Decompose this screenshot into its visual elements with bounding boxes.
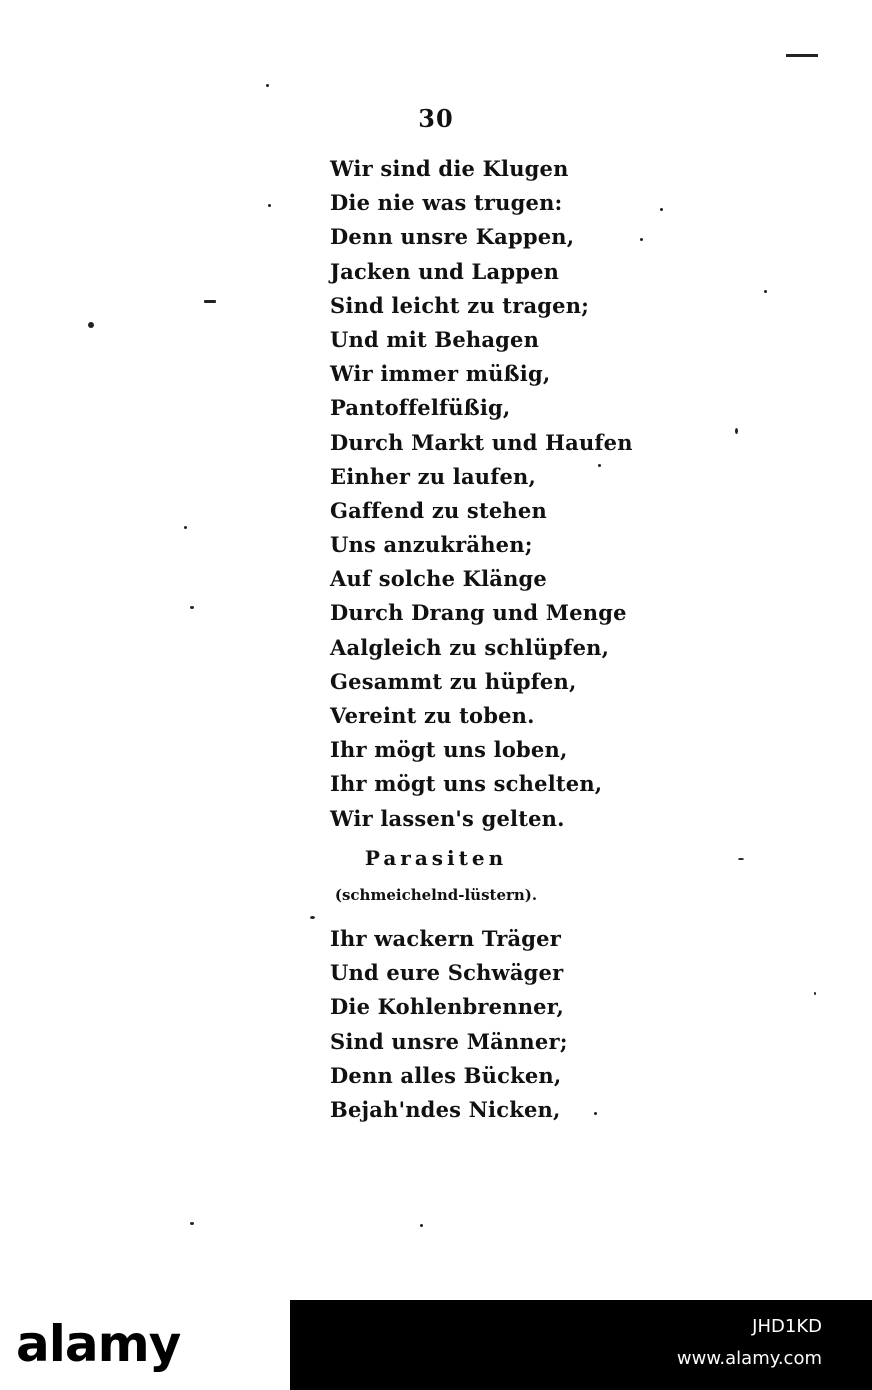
verse-line: Jacken und Lappen (330, 258, 560, 284)
scan-speck (310, 916, 315, 919)
scan-speck (660, 208, 663, 211)
scan-speck (735, 428, 738, 434)
verse-line: Ihr wackern Träger (330, 926, 561, 951)
scan-speck (266, 84, 269, 87)
verse-line: Vereint zu toben. (330, 703, 535, 728)
verse-line: Die Kohlenbrenner, (330, 994, 564, 1020)
scan-speck (814, 992, 816, 995)
scan-speck (420, 1224, 423, 1227)
verse-line: Wir lassen's gelten. (330, 805, 565, 831)
logo-box (0, 1300, 290, 1390)
verse-line: Auf solche Klänge (330, 566, 547, 592)
verse-line: Denn alles Bücken, (330, 1062, 562, 1088)
scan-speck (184, 526, 187, 529)
verse-line: Durch Markt und Haufen (330, 429, 633, 455)
scan-speck (594, 1112, 597, 1115)
image-id: JHD1KD (752, 1316, 822, 1337)
verse-line: Gaffend zu stehen (330, 497, 547, 523)
stage-direction: (schmeichelnd-lüstern). (334, 886, 538, 904)
verse-line: Die nie was trugen: (330, 190, 563, 216)
verse-line: Durch Drang und Menge (330, 600, 627, 626)
verse-line: Wir immer müßig, (330, 361, 551, 387)
site-url: www.alamy.com (676, 1348, 822, 1369)
verse-line: Aalgleich zu schlüpfen, (330, 634, 610, 660)
scan-speck (738, 858, 744, 860)
speaker-heading: Parasiten (364, 846, 508, 870)
verse-line: Sind unsre Männer; (330, 1028, 568, 1054)
scan-speck (640, 238, 643, 241)
verse-line: Gesammt zu hüpfen, (330, 668, 577, 694)
verse-line: Und eure Schwäger (330, 960, 564, 986)
verse-line: Denn unsre Kappen, (330, 224, 575, 250)
stock-watermark-footer (0, 1300, 872, 1390)
verse-line: Wir sind die Klugen (330, 156, 569, 181)
verse-block-1 (330, 152, 633, 836)
scan-speck (268, 204, 271, 207)
scan-speck (190, 606, 194, 609)
verse-line: Uns anzukrähen; (330, 532, 533, 558)
scan-speck (190, 1222, 194, 1225)
scan-speck (764, 290, 767, 293)
verse-line: Ihr mögt uns loben, (330, 737, 568, 763)
corner-mark (786, 54, 818, 57)
scan-speck (598, 464, 601, 467)
page-number: 30 (418, 104, 454, 133)
alamy-logo: alamy (16, 1315, 181, 1373)
verse-line: Pantoffelfüßig, (330, 395, 511, 421)
verse-line: Bejah'ndes Nicken, (330, 1096, 561, 1122)
verse-line: Ihr mögt uns schelten, (330, 771, 603, 797)
verse-block-2 (330, 922, 568, 1127)
verse-line: Einher zu laufen, (330, 463, 536, 489)
verse-line: Und mit Behagen (330, 326, 540, 352)
scan-speck (204, 300, 216, 303)
verse-line: Sind leicht zu tragen; (330, 292, 590, 318)
scan-speck (88, 322, 94, 328)
